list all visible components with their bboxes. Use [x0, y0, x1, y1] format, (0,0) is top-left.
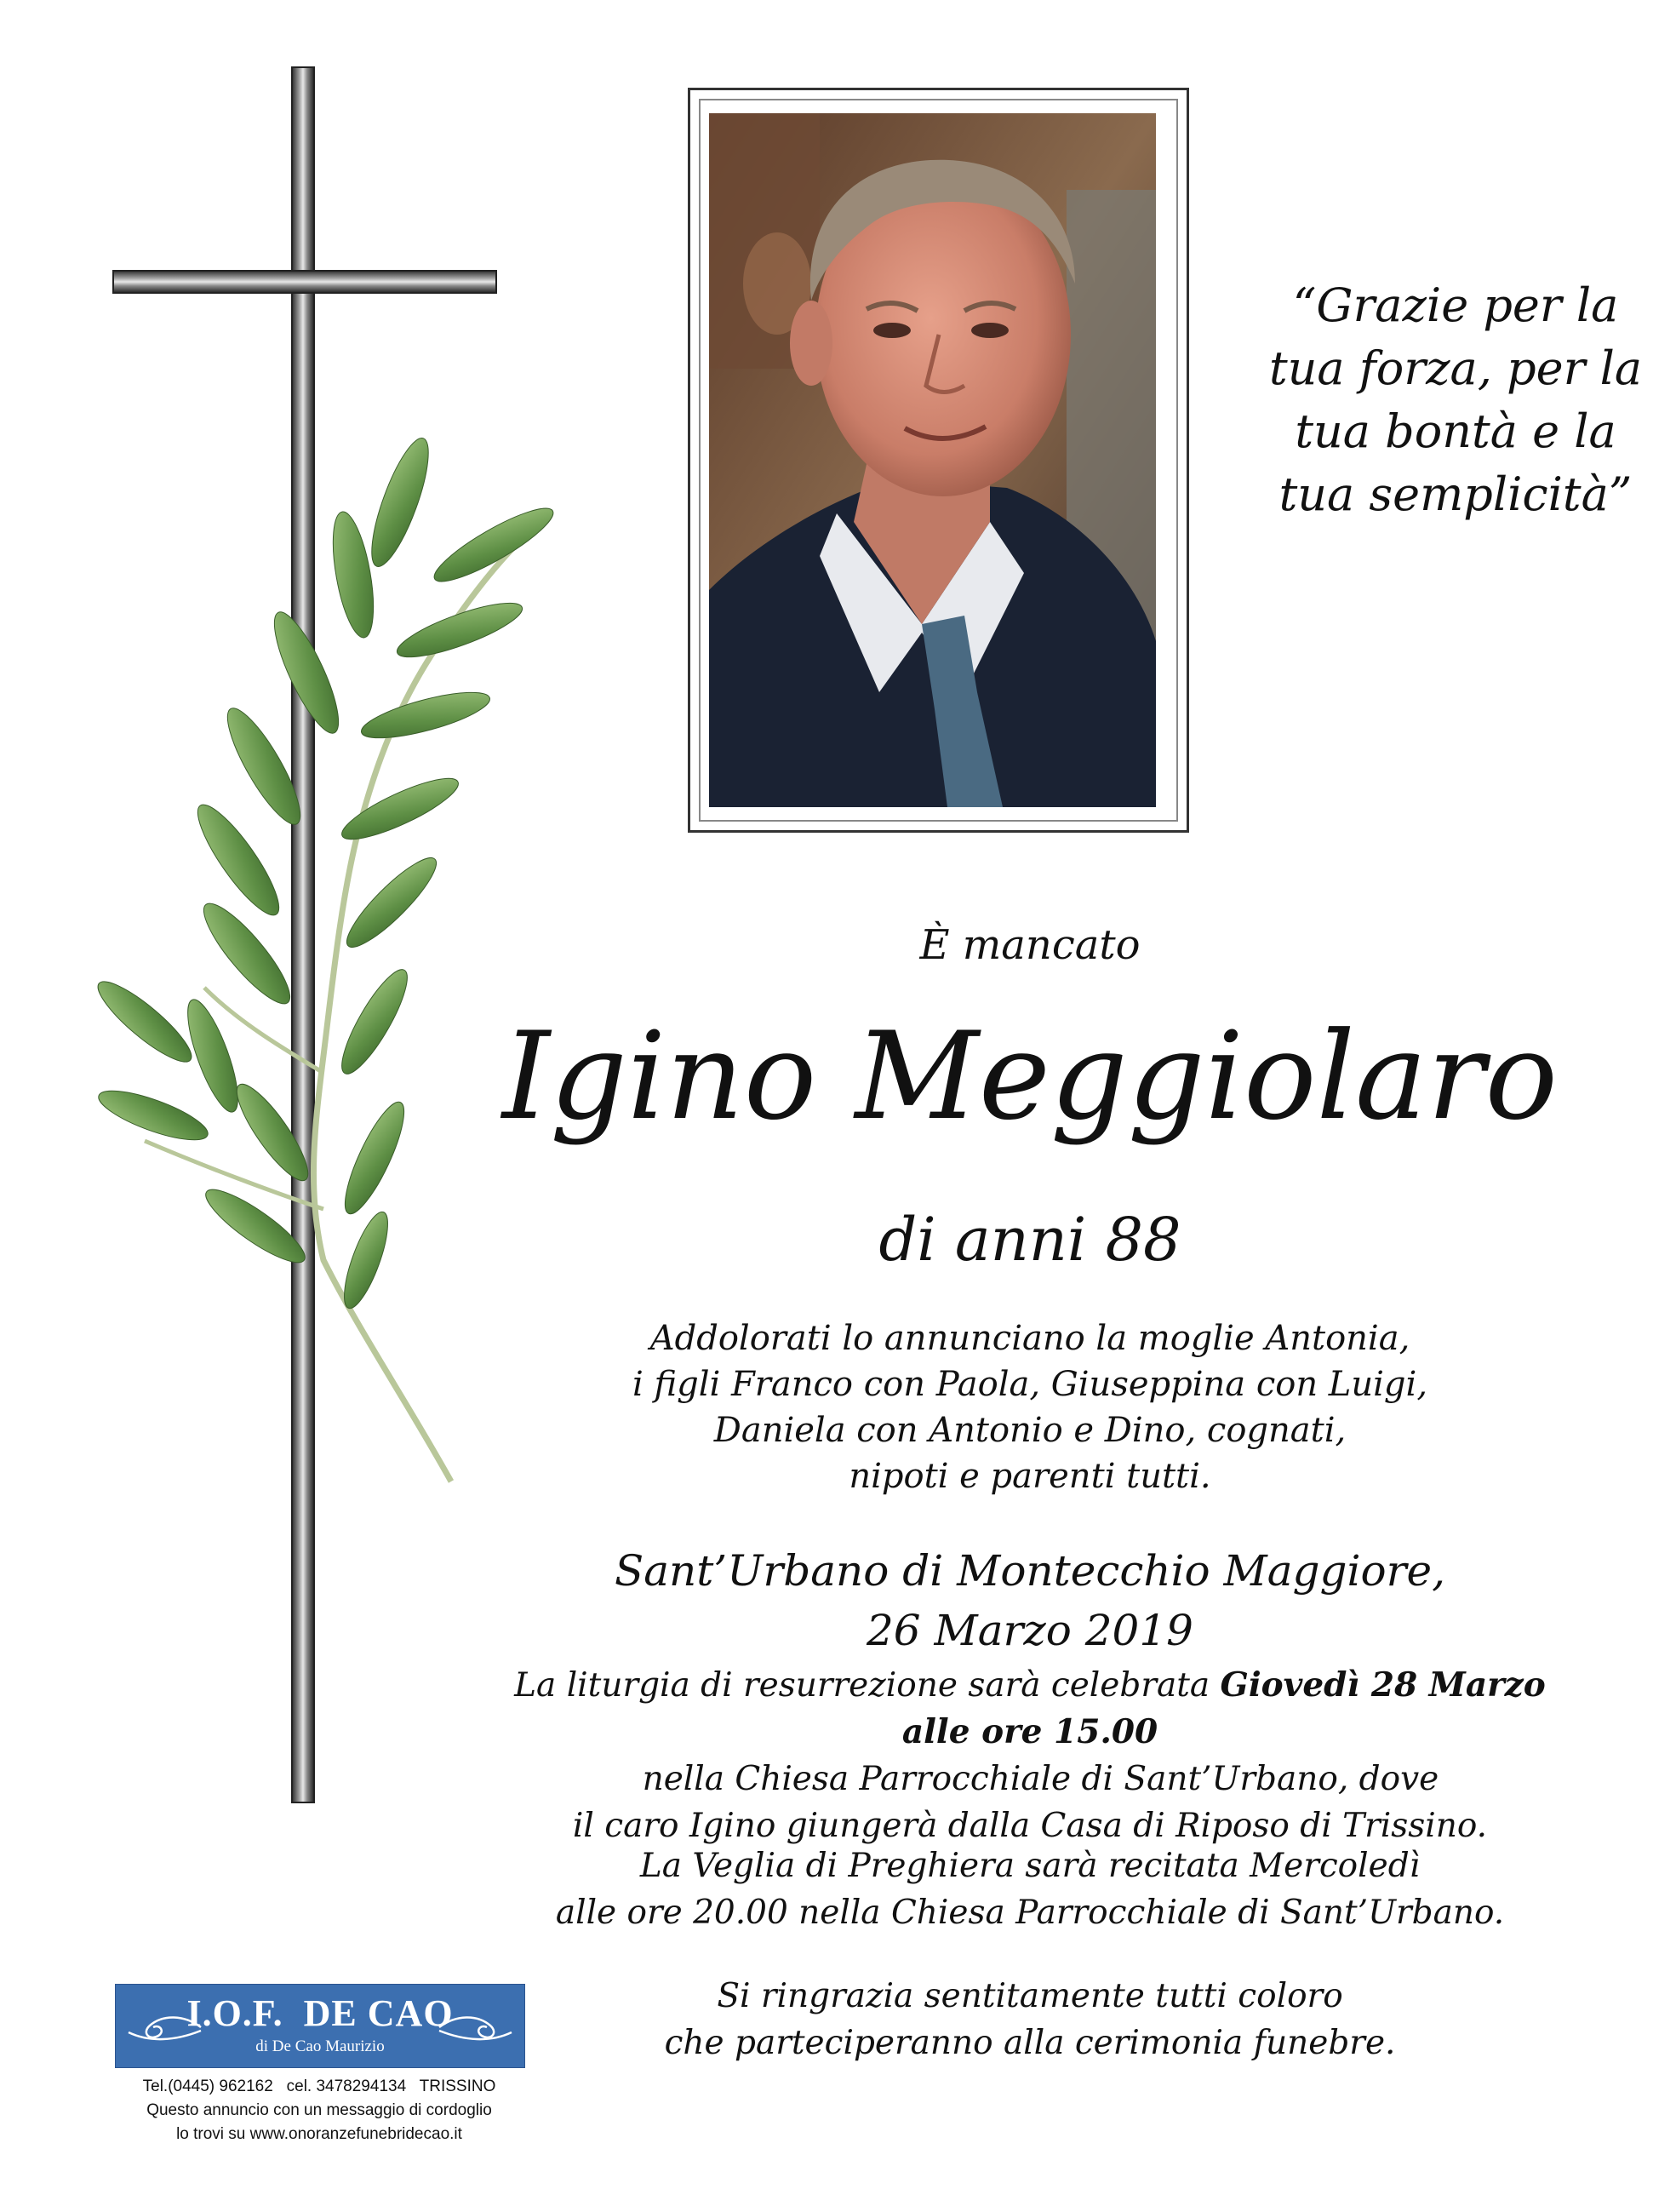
liturgy-text: La liturgia di resurrezione sarà celebrata — [514, 1666, 1221, 1705]
liturgy-paragraph — [498, 1662, 1562, 1849]
agency-website-line: lo trovi su www.onoranzefunebridecao.it — [176, 2125, 462, 2143]
deceased-name: Igino Meggiolaro — [501, 1006, 1559, 1147]
quote-text — [1268, 274, 1643, 526]
quote-line: tua forza, per la — [1268, 341, 1643, 395]
cross-icon-horizontal-beam — [112, 270, 497, 294]
liturgy-time: alle ore 15.00 — [901, 1712, 1158, 1751]
vigil-paragraph — [498, 1842, 1562, 1936]
quote-line: tua semplicità” — [1278, 467, 1633, 521]
family-announcement — [562, 1315, 1498, 1499]
deceased-age: di anni 88 — [878, 1205, 1181, 1275]
place-and-date — [562, 1541, 1498, 1660]
vigil-line: La Veglia di Preghiera sarà recitata Mercoledì — [639, 1847, 1421, 1885]
quote-line: tua bontà e la — [1295, 404, 1616, 458]
agency-message-line: Questo annuncio con un messaggio di cordoglio — [146, 2101, 492, 2119]
liturgy-line-3: il caro Igino giungerà dalla Casa di Riposo di Trissino. — [572, 1807, 1488, 1845]
thanks-line: Si ringrazia sentitamente tutti coloro — [717, 1977, 1343, 2015]
agency-contact: Tel.(0445) 962162 cel. 3478294134 TRISSINO — [142, 2077, 496, 2095]
thanks-line: che parteciperanno alla cerimonia funebre. — [664, 2024, 1396, 2062]
agency-logo — [115, 1984, 525, 2068]
portrait-frame — [688, 88, 1189, 833]
portrait-photo — [709, 113, 1156, 807]
liturgy-day: Giovedì 28 Marzo — [1220, 1665, 1546, 1705]
liturgy-text: nella Chiesa Parrocchiale di Sant’Urbano, dove — [621, 1760, 1439, 1798]
thanks-paragraph — [498, 1973, 1562, 2066]
logo-title: I.O.F. DE CAO — [186, 1992, 454, 2034]
family-line: Daniela con Antonio e Dino, cognati, — [713, 1411, 1347, 1450]
liturgy-line-1 — [498, 1662, 1562, 1709]
olive-branch-icon — [51, 426, 562, 1516]
vigil-line: alle ore 20.00 nella Chiesa Parrocchiale di Sant’Urbano. — [555, 1894, 1505, 1932]
logo-subtitle: di De Cao Maurizio — [255, 2037, 385, 2055]
date-line: 26 Marzo 2019 — [866, 1606, 1193, 1655]
quote-line: “Grazie per la — [1292, 278, 1619, 332]
announcement-intro: È mancato — [919, 921, 1141, 969]
family-line: nipoti e parenti tutti. — [849, 1457, 1211, 1496]
place-line: Sant’Urbano di Montecchio Maggiore, — [614, 1546, 1446, 1596]
family-line: i figli Franco con Paola, Giuseppina con Luigi, — [632, 1365, 1428, 1404]
liturgy-line-2 — [498, 1709, 1562, 1802]
family-line: Addolorati lo annunciano la moglie Antonia, — [649, 1319, 1410, 1358]
